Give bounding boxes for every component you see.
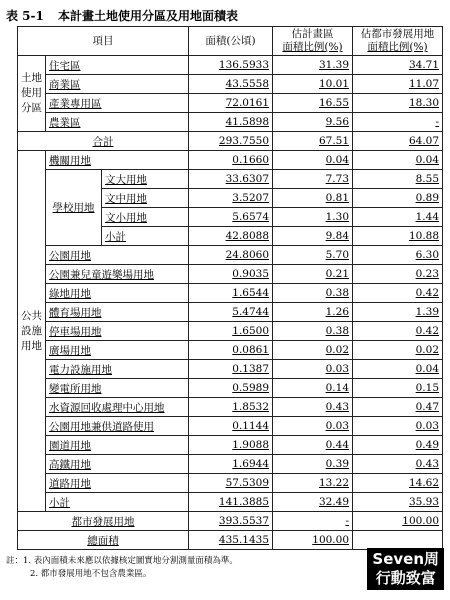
facility-area: 1.9088 bbox=[189, 436, 273, 455]
facility-city-ratio: 0.04 bbox=[353, 360, 443, 379]
table-row bbox=[18, 132, 443, 151]
facility-area: 0.9035 bbox=[189, 265, 273, 284]
facility-plan-ratio: 32.49 bbox=[273, 493, 353, 512]
zoning-subtotal-plan-ratio: 67.51 bbox=[273, 132, 353, 151]
row-label: 停車場用地 bbox=[46, 322, 189, 341]
facility-city-ratio: 0.15 bbox=[353, 379, 443, 398]
table-row bbox=[18, 360, 443, 379]
facility-plan-ratio: 5.70 bbox=[273, 246, 353, 265]
school-city-ratio: 8.55 bbox=[353, 170, 443, 189]
table-row bbox=[18, 303, 443, 322]
table-row bbox=[18, 75, 443, 94]
facility-area: 0.0861 bbox=[189, 341, 273, 360]
land-use-table bbox=[17, 26, 443, 550]
table-row bbox=[18, 113, 443, 132]
zoning-area: 72.0161 bbox=[189, 94, 273, 113]
watermark-line2: 行動致富 bbox=[375, 569, 436, 587]
header-row bbox=[18, 27, 443, 56]
note-1: 註：1. 表內面積未來應以依據核定圖實地分割測量面積為準。 bbox=[6, 556, 238, 566]
school-city-ratio: 0.89 bbox=[353, 189, 443, 208]
facility-city-ratio: 0.03 bbox=[353, 417, 443, 436]
header-item: 項目 bbox=[18, 27, 189, 56]
school-area: 5.6574 bbox=[189, 208, 273, 227]
facility-plan-ratio: 1.26 bbox=[273, 303, 353, 322]
table-notes bbox=[6, 555, 238, 581]
zoning-area: 136.5933 bbox=[189, 56, 273, 75]
total-plan-ratio: 100.00 bbox=[273, 531, 353, 550]
note-2: 2. 都市發展用地不包含農業區。 bbox=[30, 569, 152, 579]
facility-plan-ratio: 0.38 bbox=[273, 284, 353, 303]
row-label: 變電所用地 bbox=[46, 379, 189, 398]
table-row bbox=[18, 322, 443, 341]
zoning-plan-ratio: 31.39 bbox=[273, 56, 353, 75]
header-plan-ratio-line2: 面積比例(%) bbox=[282, 41, 343, 53]
zoning-city-ratio: 18.30 bbox=[353, 94, 443, 113]
table-row bbox=[18, 56, 443, 75]
facilities-category-label-line: 公共 bbox=[21, 309, 42, 322]
zoning-city-ratio: 34.71 bbox=[353, 56, 443, 75]
table-row bbox=[18, 436, 443, 455]
facility-city-ratio: 1.39 bbox=[353, 303, 443, 322]
table-row bbox=[18, 455, 443, 474]
school-plan-ratio: 9.84 bbox=[273, 227, 353, 246]
header-area: 面積(公頃) bbox=[189, 27, 273, 56]
zoning-area: 43.5558 bbox=[189, 75, 273, 94]
table-row bbox=[18, 474, 443, 493]
zoning-plan-ratio: 10.01 bbox=[273, 75, 353, 94]
school-city-ratio: 10.88 bbox=[353, 227, 443, 246]
school-row-label: 小計 bbox=[102, 227, 189, 246]
facility-plan-ratio: 0.14 bbox=[273, 379, 353, 398]
header-plan-ratio bbox=[273, 27, 353, 56]
table-row bbox=[18, 379, 443, 398]
facility-plan-ratio: 13.22 bbox=[273, 474, 353, 493]
table-row bbox=[18, 398, 443, 417]
zoning-subtotal-label: 合計 bbox=[18, 132, 189, 151]
header-city-ratio bbox=[353, 27, 443, 56]
facility-area: 5.4744 bbox=[189, 303, 273, 322]
row-label: 廣場用地 bbox=[46, 341, 189, 360]
school-row-label: 文小用地 bbox=[102, 208, 189, 227]
table-row bbox=[18, 493, 443, 512]
header-city-ratio-line1: 佔都市發展用地 bbox=[360, 28, 435, 40]
facility-area: 0.1387 bbox=[189, 360, 273, 379]
zoning-city-ratio: 11.07 bbox=[353, 75, 443, 94]
facility-area: 0.5989 bbox=[189, 379, 273, 398]
facility-city-ratio: 0.43 bbox=[353, 455, 443, 474]
row-label: 水資源回收處理中心用地 bbox=[46, 398, 189, 417]
zoning-category-label-line: 土地 bbox=[21, 72, 42, 84]
total-city-ratio bbox=[353, 531, 443, 550]
urban-dev-city-ratio: 100.00 bbox=[353, 512, 443, 531]
facility-plan-ratio: 0.04 bbox=[273, 151, 353, 170]
table-row bbox=[18, 170, 443, 189]
row-label: 機關用地 bbox=[46, 151, 189, 170]
watermark-logo bbox=[367, 548, 444, 590]
school-area: 33.6307 bbox=[189, 170, 273, 189]
table-title bbox=[6, 7, 238, 24]
row-label: 產業專用區 bbox=[46, 94, 189, 113]
row-label: 商業區 bbox=[46, 75, 189, 94]
table-row bbox=[18, 151, 443, 170]
table-row bbox=[18, 341, 443, 360]
row-label: 體育場用地 bbox=[46, 303, 189, 322]
row-label: 農業區 bbox=[46, 113, 189, 132]
urban-dev-area: 393.5537 bbox=[189, 512, 273, 531]
zoning-plan-ratio: 9.56 bbox=[273, 113, 353, 132]
facility-city-ratio: 0.23 bbox=[353, 265, 443, 284]
table-row bbox=[18, 284, 443, 303]
facility-city-ratio: 0.04 bbox=[353, 151, 443, 170]
row-label: 公園用地 bbox=[46, 246, 189, 265]
facility-city-ratio: 35.93 bbox=[353, 493, 443, 512]
facility-city-ratio: 14.62 bbox=[353, 474, 443, 493]
facility-area: 0.1660 bbox=[189, 151, 273, 170]
school-city-ratio: 1.44 bbox=[353, 208, 443, 227]
zoning-category-label-line: 分區 bbox=[21, 102, 42, 114]
facility-plan-ratio: 0.02 bbox=[273, 341, 353, 360]
facility-area: 24.8060 bbox=[189, 246, 273, 265]
school-group-label: 學校用地 bbox=[46, 170, 102, 246]
row-label: 園道用地 bbox=[46, 436, 189, 455]
facility-area: 141.3885 bbox=[189, 493, 273, 512]
zoning-subtotal-area: 293.7550 bbox=[189, 132, 273, 151]
table-row bbox=[18, 265, 443, 284]
facility-plan-ratio: 0.21 bbox=[273, 265, 353, 284]
row-label: 住宅區 bbox=[46, 56, 189, 75]
row-label: 公園用地兼供道路使用 bbox=[46, 417, 189, 436]
table-body bbox=[18, 56, 443, 550]
facility-area: 1.6544 bbox=[189, 284, 273, 303]
facility-plan-ratio: 0.43 bbox=[273, 398, 353, 417]
zoning-subtotal-city-ratio: 64.07 bbox=[353, 132, 443, 151]
table-title-text: 本計畫土地使用分區及用地面積表 bbox=[58, 9, 239, 23]
zoning-category-label-line: 使用 bbox=[21, 87, 42, 99]
facility-area: 1.8532 bbox=[189, 398, 273, 417]
table-row bbox=[18, 512, 443, 531]
school-area: 3.5207 bbox=[189, 189, 273, 208]
zoning-area: 41.5898 bbox=[189, 113, 273, 132]
total-area: 435.1435 bbox=[189, 531, 273, 550]
facility-area: 1.6500 bbox=[189, 322, 273, 341]
table-row bbox=[18, 531, 443, 550]
urban-dev-label: 都市發展用地 bbox=[18, 512, 189, 531]
row-label: 道路用地 bbox=[46, 474, 189, 493]
table-row bbox=[18, 417, 443, 436]
urban-dev-plan-ratio: - bbox=[273, 512, 353, 531]
facilities-category-label bbox=[18, 151, 46, 512]
facility-area: 0.1144 bbox=[189, 417, 273, 436]
facility-plan-ratio: 0.03 bbox=[273, 360, 353, 379]
school-row-label: 文中用地 bbox=[102, 189, 189, 208]
school-row-label: 文大用地 bbox=[102, 170, 189, 189]
facility-plan-ratio: 0.39 bbox=[273, 455, 353, 474]
total-label: 總面積 bbox=[18, 531, 189, 550]
table-row bbox=[18, 246, 443, 265]
school-area: 42.8088 bbox=[189, 227, 273, 246]
row-label: 綠地用地 bbox=[46, 284, 189, 303]
facility-city-ratio: 0.42 bbox=[353, 284, 443, 303]
facility-city-ratio: 0.49 bbox=[353, 436, 443, 455]
zoning-category-label bbox=[18, 56, 46, 132]
header-plan-ratio-line1: 估計畫區 bbox=[291, 28, 334, 40]
zoning-plan-ratio: 16.55 bbox=[273, 94, 353, 113]
school-plan-ratio: 7.73 bbox=[273, 170, 353, 189]
facility-area: 57.5309 bbox=[189, 474, 273, 493]
facility-area: 1.6944 bbox=[189, 455, 273, 474]
facility-plan-ratio: 0.03 bbox=[273, 417, 353, 436]
facility-city-ratio: 0.42 bbox=[353, 322, 443, 341]
facility-plan-ratio: 0.44 bbox=[273, 436, 353, 455]
facility-plan-ratio: 0.38 bbox=[273, 322, 353, 341]
facilities-category-label-line: 用地 bbox=[21, 339, 42, 352]
table-row bbox=[18, 94, 443, 113]
facility-city-ratio: 0.02 bbox=[353, 341, 443, 360]
table-number: 表 5-1 bbox=[6, 9, 44, 23]
row-label: 公園兼兒童遊樂場用地 bbox=[46, 265, 189, 284]
facility-city-ratio: 0.47 bbox=[353, 398, 443, 417]
facilities-category-label-line: 設施 bbox=[21, 324, 42, 337]
row-label: 高鐵用地 bbox=[46, 455, 189, 474]
watermark-line1: Seven周 bbox=[372, 550, 439, 568]
row-label: 小計 bbox=[46, 493, 189, 512]
zoning-city-ratio: - bbox=[353, 113, 443, 132]
school-plan-ratio: 0.81 bbox=[273, 189, 353, 208]
facility-city-ratio: 6.30 bbox=[353, 246, 443, 265]
header-city-ratio-line2: 面積比例(%) bbox=[367, 41, 428, 53]
row-label: 電力設施用地 bbox=[46, 360, 189, 379]
school-plan-ratio: 1.30 bbox=[273, 208, 353, 227]
